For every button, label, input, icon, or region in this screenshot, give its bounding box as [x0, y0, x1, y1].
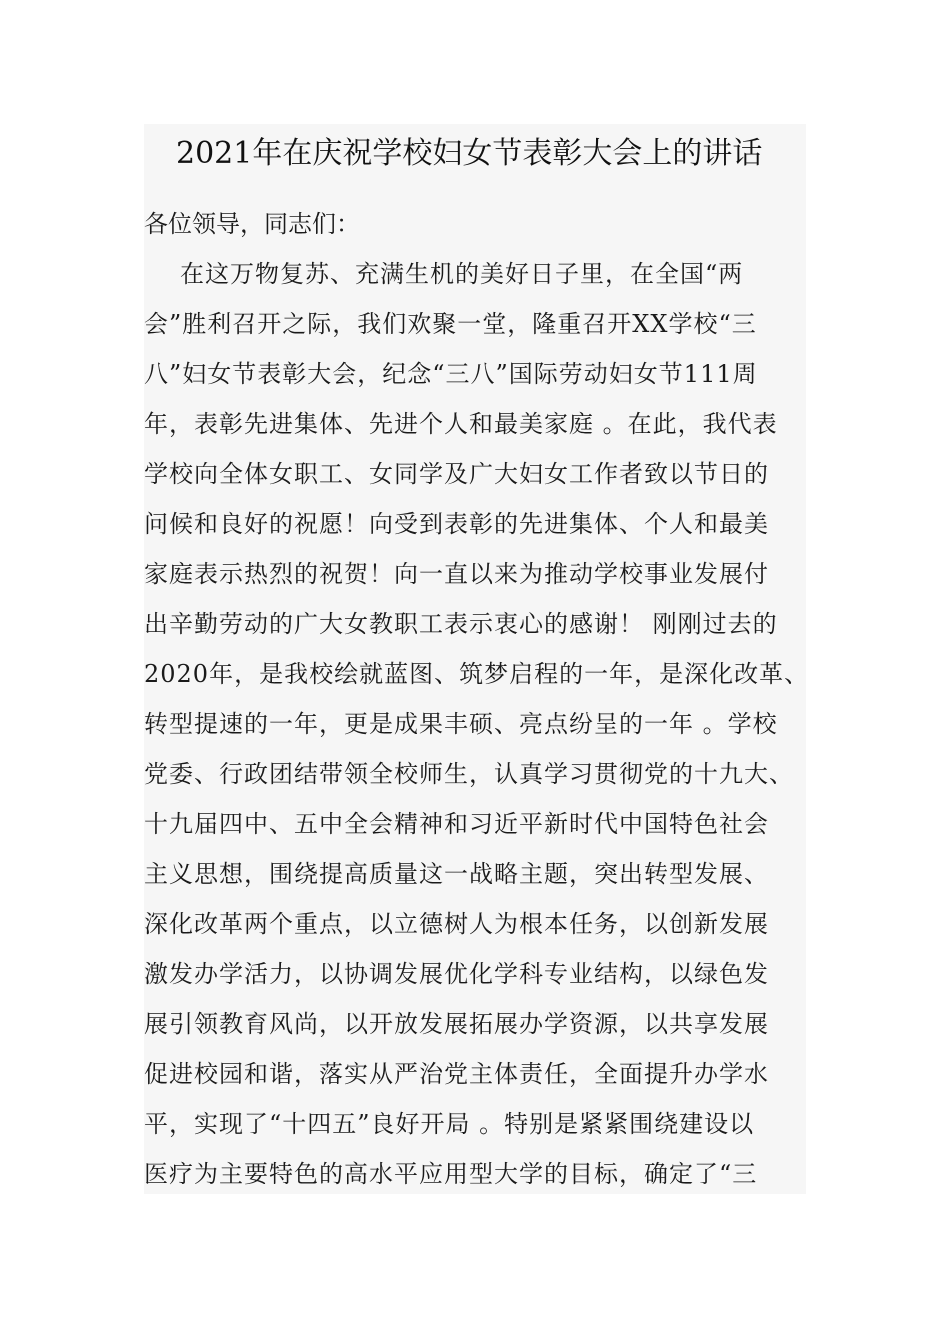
text-line: 平，实现了“十四五”良好开局 。特别是紧紧围绕建设以 — [144, 1110, 755, 1138]
text-line: 会”胜利召开之际，我们欢聚一堂，隆重召开XX学校“三 — [144, 310, 757, 338]
speech-body — [144, 256, 810, 1206]
text-line: 八”妇女节表彰大会，纪念“三八”国际劳动妇女节111周 — [144, 360, 758, 388]
text-line: 转型提速的一年，更是成果丰硕、亮点纷呈的一年 。学校 — [144, 710, 778, 738]
document-page — [144, 124, 810, 1194]
text-line: 主义思想，围绕提高质量这一战略主题，突出转型发展、 — [144, 860, 769, 888]
greeting: 各位领导，同志们： — [144, 210, 360, 238]
text-line: 激发办学活力，以协调发展优化学科专业结构，以绿色发 — [144, 960, 769, 988]
text-line: 出辛勤劳动的广大女教职工表示衷心的感谢！ 刚刚过去的 — [144, 610, 778, 638]
text-line: 十九届四中、五中全会精神和习近平新时代中国特色社会 — [144, 810, 769, 838]
text-line: 党委、行政团结带领全校师生，认真学习贯彻党的十九大、 — [144, 760, 794, 788]
text-line: 年，表彰先进集体、先进个人和最美家庭 。在此，我代表 — [144, 410, 778, 438]
text-line: 在这万物复苏、充满生机的美好日子里，在全国“两 — [180, 260, 744, 288]
text-line: 学校向全体女职工、女同学及广大妇女工作者致以节日的 — [144, 460, 769, 488]
document-title: 2021年在庆祝学校妇女节表彰大会上的讲话 — [176, 136, 763, 171]
text-line: 促进校园和谐，落实从严治党主体责任，全面提升办学水 — [144, 1060, 769, 1088]
text-line: 问候和良好的祝愿！向受到表彰的先进集体、个人和最美 — [144, 510, 769, 538]
text-line: 家庭表示热烈的祝贺！向一直以来为推动学校事业发展付 — [144, 560, 769, 588]
text-line: 2020年，是我校绘就蓝图、筑梦启程的一年，是深化改革、 — [144, 660, 810, 688]
text-line: 深化改革两个重点，以立德树人为根本任务，以创新发展 — [144, 910, 769, 938]
text-line: 医疗为主要特色的高水平应用型大学的目标，确定了“三 — [144, 1160, 758, 1188]
text-line: 展引领教育风尚，以开放发展拓展办学资源，以共享发展 — [144, 1010, 769, 1038]
